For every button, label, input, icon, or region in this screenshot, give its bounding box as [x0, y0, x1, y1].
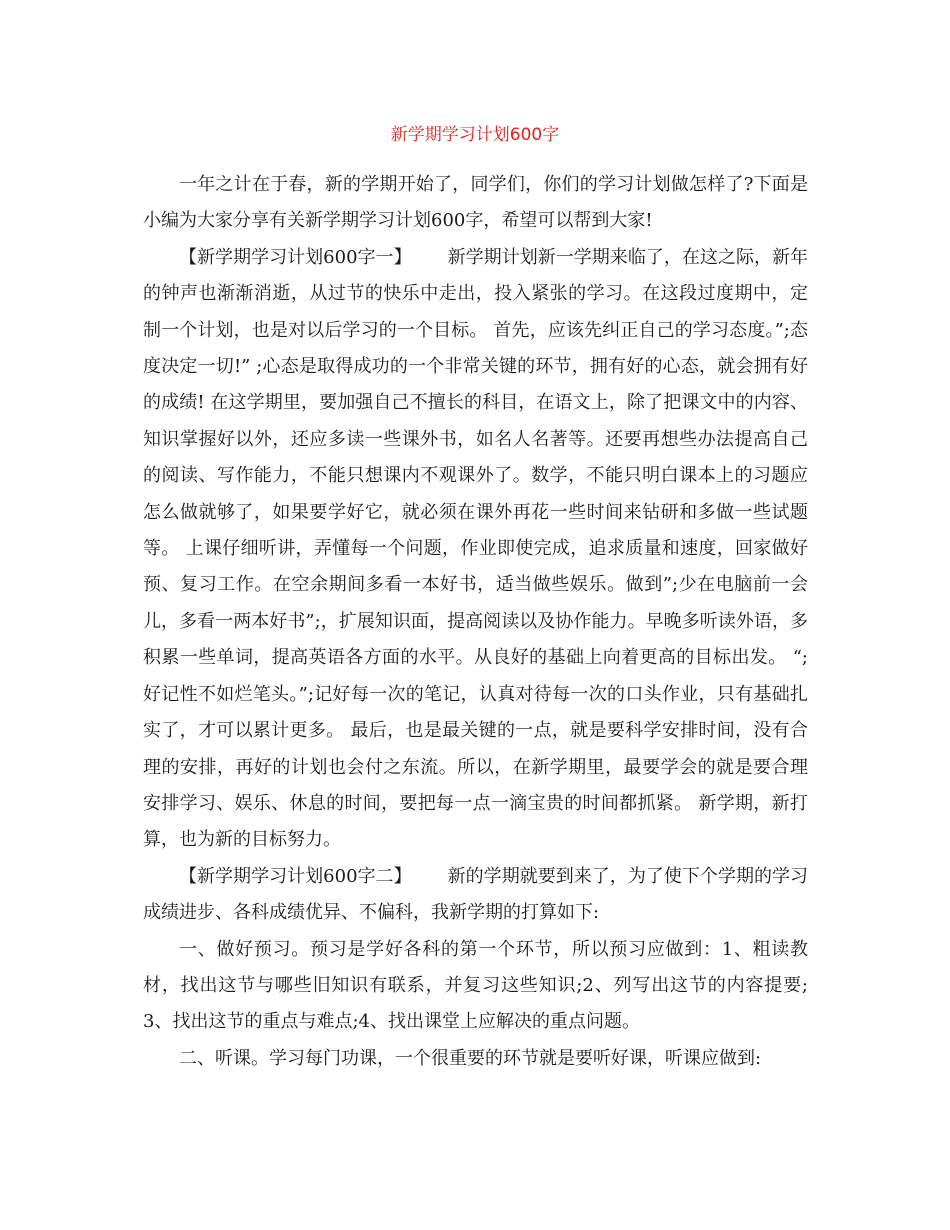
section-two-text: 新的学期就要到来了，为了使下个学期的学习成绩进步、各科成绩优异、不偏科，我新学期的打算如下:: [143, 865, 809, 924]
preview-paragraph: 一、做好预习。预习是学好各科的第一个环节，所以预习应做到：1、粗读教材，找出这节与哪些旧知识有联系，并复习这些知识;2、列写出这节的内容提要;3、找出这节的重点与难点;4、找出课堂上应解决的重点问题。: [143, 938, 808, 1033]
section-one-paragraph: [143, 240, 808, 859]
document-title: 新学期学习计划600字: [390, 125, 560, 145]
document-body: [143, 167, 808, 1077]
listening-paragraph: 二、听课。学习每门功课，一个很重要的环节就是要听好课，听课应做到:: [179, 1047, 762, 1069]
section-one-text: 新学期计划新一学期来临了，在这之际，新年的钟声也渐渐消逝，从过节的快乐中走出，投入紧张的学习。在这段过度期中，定制一个计划，也是对以后学习的一个目标。 首先，应该先纠正自己的学习态度。”;态度决定一切!” ;心态是取得成功的一个非常关键的环节，拥有好的心态，就会拥有好的成绩! 在这学期里，要加强自己不擅长的科目，在语文上，除了把课文中的内容、知识掌握好以外，还应多读一些课外书，如名人名著等。还要再想些办法提高自己的阅读、写作能力，不能只想课内不观课外了。数学，不能只明白课本上的习题应怎么做就够了，如果要学好它，就必须在课外再花一些时间来钻研和多做一些试题等。 上课仔细听讲，弄懂每一个问题，作业即使完成，追求质量和速度，回家做好预、复习工作。在空余期间多看一本好书，适当做些娱乐。做到”;少在电脑前一会儿，多看一两本好书”;，扩展知识面，提高阅读以及协作能力。早晚多听读外语，多积累一些单词，提高英语各方面的水平。从良好的基础上向着更高的目标出发。 “;好记性不如烂笔头。”;记好每一次的笔记，认真对待每一次的口头作业，只有基础扎实了，才可以累计更多。 最后，也是最关键的一点，就是要科学安排时间，没有合理的安排，再好的计划也会付之东流。所以，在新学期里，最要学会的就是要合理安排学习、娱乐、休息的时间，要把每一点一滴宝贵的时间都抓紧。 新学期，新打算，也为新的目标努力。: [143, 246, 809, 851]
section-one-heading: 【新学期学习计划600字一】: [179, 246, 412, 268]
section-two-paragraph: [143, 859, 808, 932]
section-two-heading: 【新学期学习计划600字二】: [179, 865, 412, 887]
intro-paragraph: 一年之计在于春，新的学期开始了，同学们，你们的学习计划做怎样了?下面是小编为大家分享有关新学期学习计划600字，希望可以帮到大家!: [143, 174, 808, 232]
